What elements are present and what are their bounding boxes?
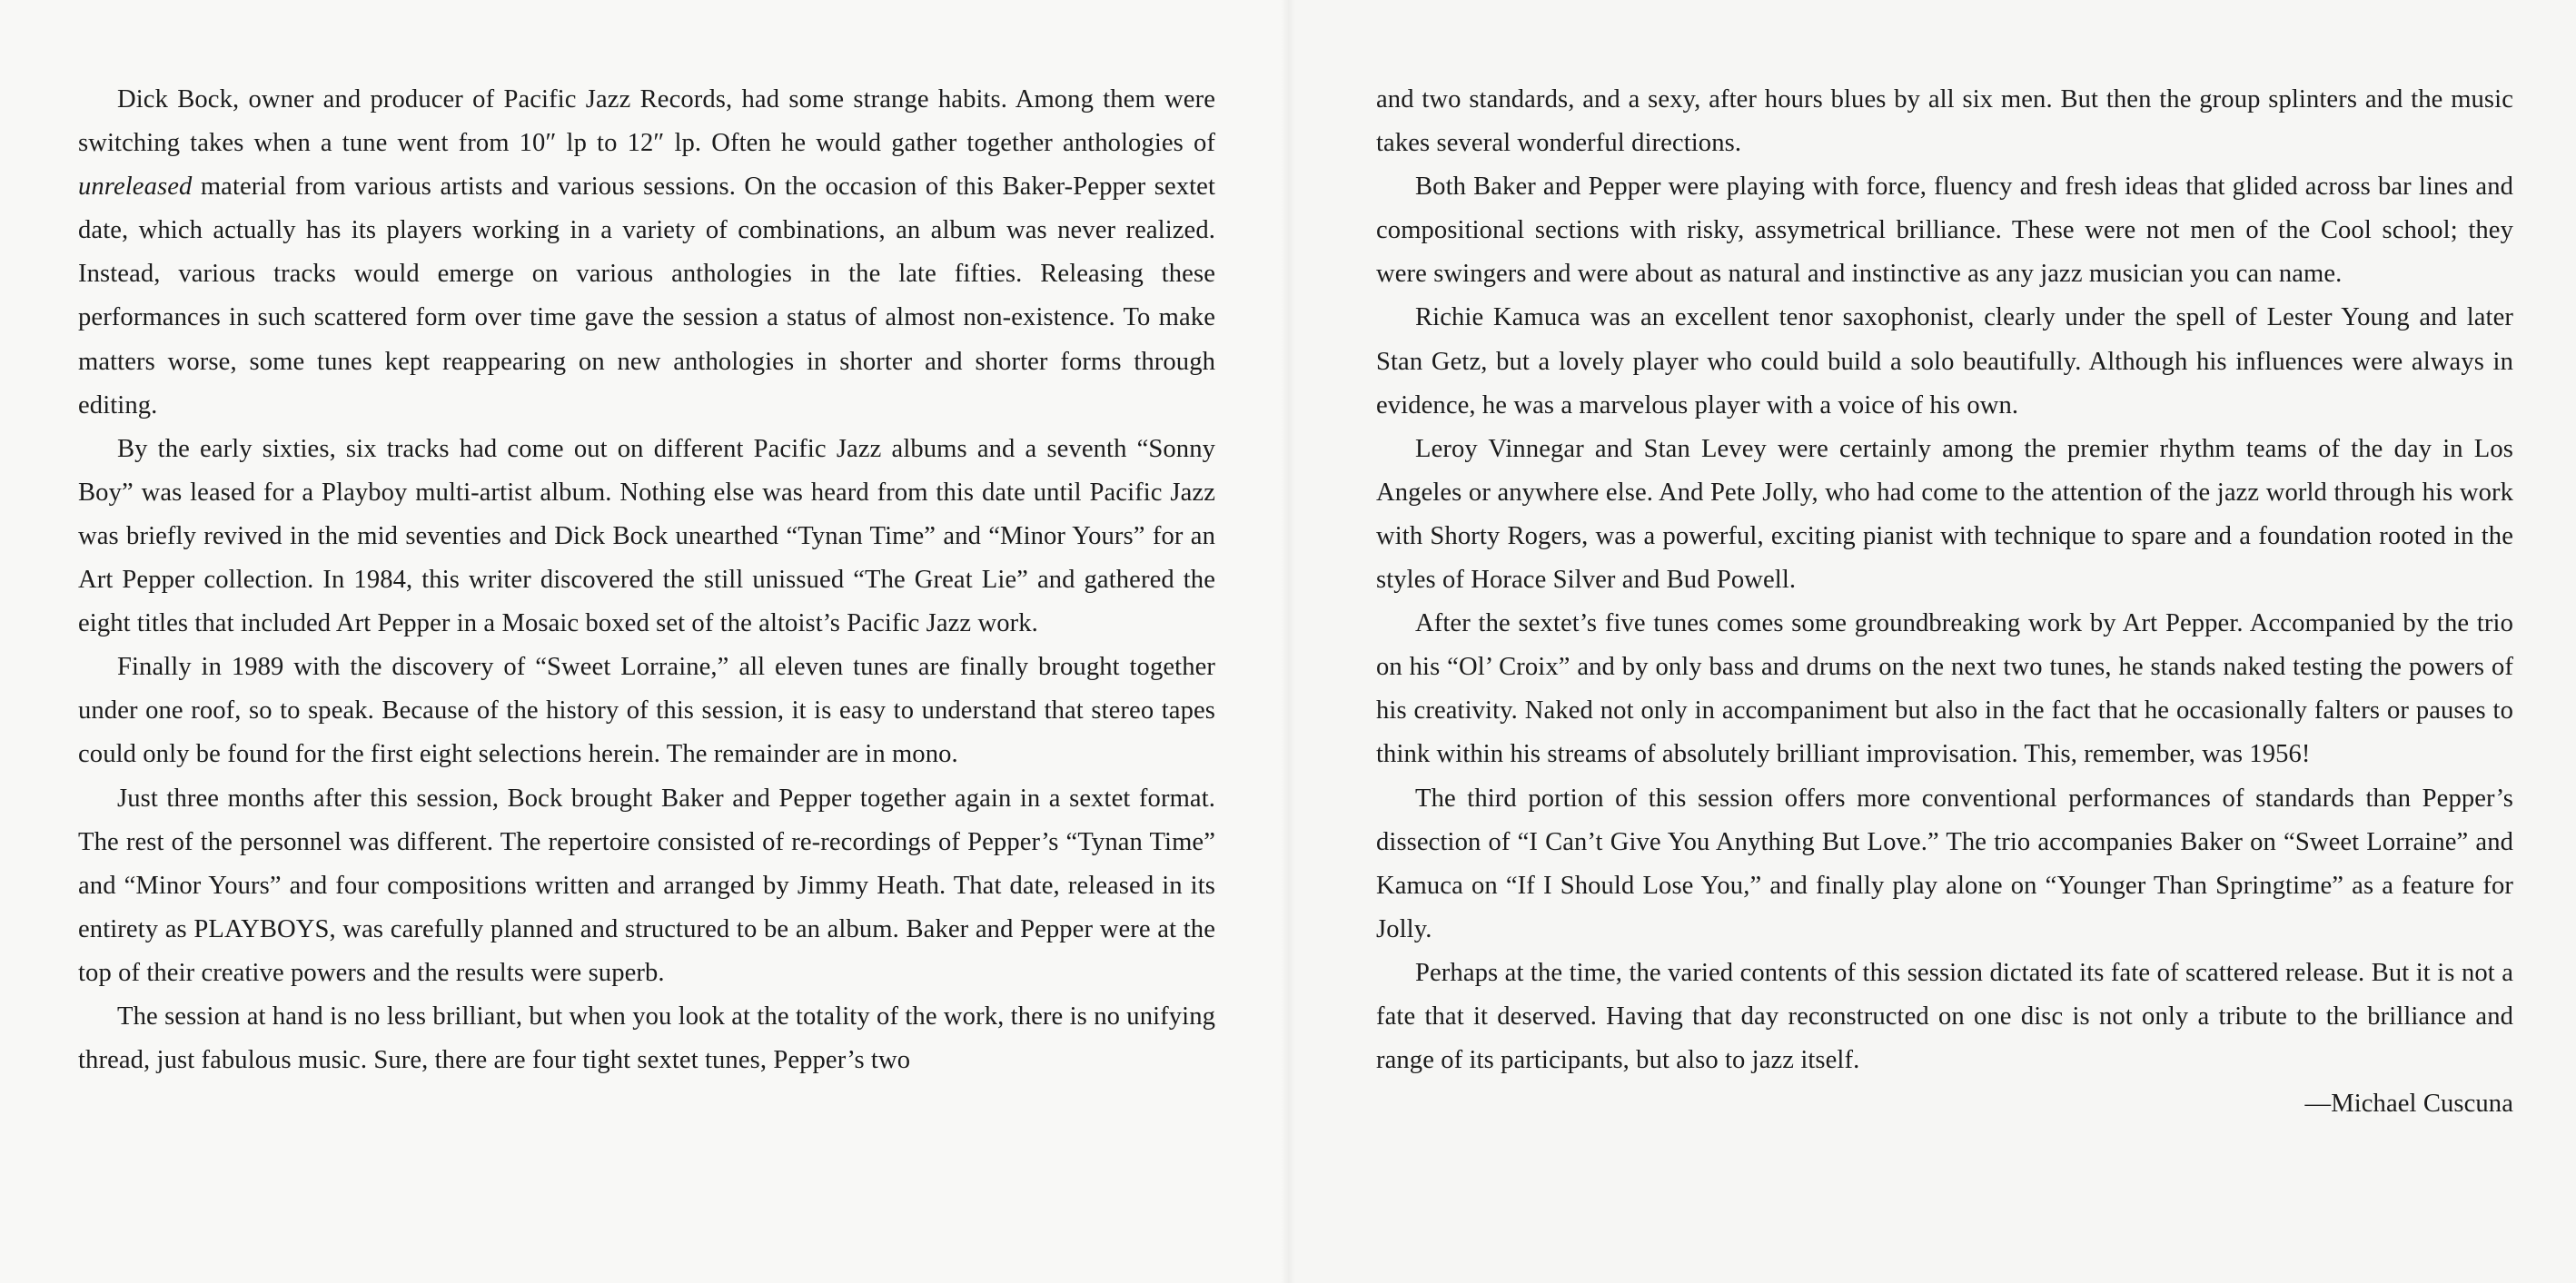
paragraph: Richie Kamuca was an excellent tenor saxophonist, clearly under the spell of Lester Young and later Stan Getz, but a lovely player who could build a solo beautifully. Although his influences were always in evidence, he was a marvelous player with a voice of his own.: [1376, 303, 2513, 419]
paragraph: The session at hand is no less brilliant, but when you look at the totality of the work, there is no unifying thread, just fabulous music. Sure, there are four tight sextet tunes, Pepper’s two: [78, 1002, 1215, 1075]
paragraph: By the early sixties, six tracks had come out on different Pacific Jazz albums and a seventh “Sonny Boy” was leased for a Playboy multi-artist album. Nothing else was heard from this date until Pacific Jazz was briefly revived in the mid seventies and Dick Bock unearthed “Tynan Time” and “Minor Yours” for an Art Pepper collection. In 1984, this writer discovered the still unissued “The Great Lie” and gathered the eight titles that included Art Pepper in a Mosaic boxed set of the altoist’s Pacific Jazz work.: [78, 434, 1215, 638]
paragraph: Dick Bock, owner and producer of Pacific Jazz Records, had some strange habits. Among them were switching takes when a tune went from 10″ lp to 12″ lp. Often he would gather together anthologies of unreleased material from various artists and various sessions. On the occasion of this Baker-Pepper sextet date, which actually has its players working in a variety of combinations, an album was never realized. Instead, various tracks would emerge on various anthologies in the late fifties. Releasing these performances in such scattered form over time gave the session a status of almost non-existence. To make matters worse, some tunes kept reappearing on new anthologies in shorter and shorter forms through editing.: [78, 85, 1216, 419]
left-text-column: [78, 78, 1215, 1082]
right-text-column: [1376, 78, 2513, 1126]
paragraph: Just three months after this session, Bock brought Baker and Pepper together again in a sextet format. The rest of the personnel was different. The repertoire consisted of re-recordings of Pepper’s “Tynan Time” and “Minor Yours” and four compositions written and arranged by Jimmy Heath. That date, released in its entirety as PLAYBOYS, was carefully planned and structured to be an album. Baker and Pepper were at the top of their creative powers and the results were superb.: [78, 784, 1215, 987]
paragraph: Perhaps at the time, the varied contents of this session dictated its fate of scattered release. But it is not a fate that it deserved. Having that day reconstructed on one disc is not only a tribute to the brilliance and range of its participants, but also to jazz itself.: [1376, 958, 2513, 1075]
paragraph: Finally in 1989 with the discovery of “Sweet Lorraine,” all eleven tunes are finally brought together under one roof, so to speak. Because of the history of this session, it is easy to understand that stereo tapes could only be found for the first eight selections herein. The remainder are in mono.: [78, 653, 1215, 769]
paragraph: Both Baker and Pepper were playing with force, fluency and fresh ideas that glided across bar lines and compositional sections with risky, assymetrical brilliance. These were not men of the Cool school; they were swingers and were about as natural and instinctive as any jazz musician you can name.: [1376, 173, 2513, 289]
paragraph: and two standards, and a sexy, after hours blues by all six men. But then the group splinters and the music takes several wonderful directions.: [1376, 85, 2513, 158]
author-signature: —Michael Cuscuna: [2304, 1090, 2513, 1119]
page-gutter: [1281, 0, 1295, 1283]
paragraph: After the sextet’s five tunes comes some groundbreaking work by Art Pepper. Accompanied by the trio on his “Ol’ Croix” and by only bass and drums on the next two tunes, he stands naked testing the powers of his creativity. Naked not only in accompaniment but also in the fact that he occasionally falters or pauses to think within his streams of absolutely brilliant improvisation. This, remember, was 1956!: [1376, 609, 2513, 769]
paragraph: Leroy Vinnegar and Stan Levey were certainly among the premier rhythm teams of the day in Los Angeles or anywhere else. And Pete Jolly, who had come to the attention of the jazz world through his work with Shorty Rogers, was a powerful, exciting pianist with technique to spare and a foundation rooted in the styles of Horace Silver and Bud Powell.: [1376, 434, 2513, 595]
paragraph: The third portion of this session offers more conventional performances of standards than Pepper’s dissection of “I Can’t Give You Anything But Love.” The trio accompanies Baker on “Sweet Lorraine” and Kamuca on “If I Should Lose You,” and finally play alone on “Younger Than Springtime” as a feature for Jolly.: [1376, 784, 2513, 943]
emphasized-word: unreleased: [78, 173, 193, 202]
